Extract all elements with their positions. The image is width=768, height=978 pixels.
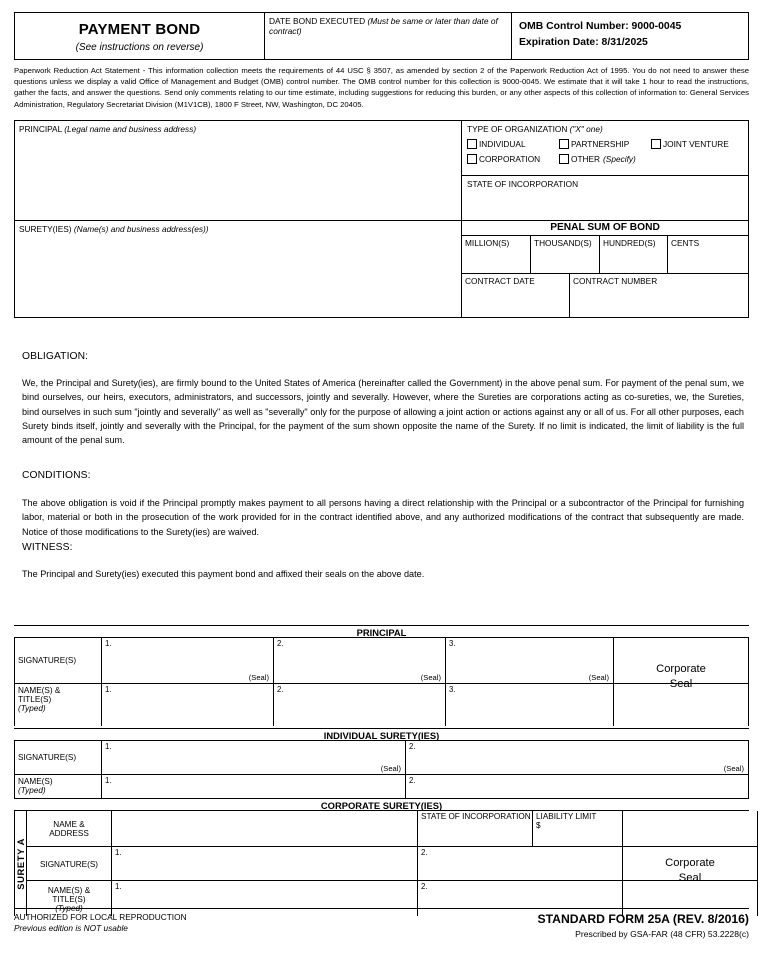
- liability-limit-label: LIABILITY LIMIT: [536, 812, 597, 821]
- penal-hundreds-label: HUNDRED(S): [603, 238, 656, 248]
- item-number: 1.: [105, 776, 112, 785]
- corporate-surety-name-address-label-cell: [27, 811, 112, 846]
- corporate-seal-line-1: Corporate: [665, 856, 715, 869]
- corporate-seal-line-2: Seal: [669, 678, 693, 691]
- individual-surety-table: [14, 728, 749, 807]
- principal-name-title-label-2: TITLE(S): [18, 695, 52, 704]
- individual-surety-signature-label-cell: [14, 741, 102, 774]
- checkbox-other-label: OTHER: [571, 154, 601, 164]
- checkbox-individual-label: INDIVIDUAL: [479, 139, 526, 149]
- individual-surety-signature-1[interactable]: [102, 741, 406, 774]
- seal-marker: (Seal): [380, 764, 401, 773]
- item-number: 2.: [421, 882, 428, 891]
- conditions-heading-wrap: [22, 470, 744, 481]
- principal-name-title-label-1: NAME(S) &: [18, 686, 61, 695]
- state-of-incorporation-label: STATE OF INCORPORATION: [467, 179, 579, 189]
- corporate-surety-body: [14, 811, 749, 916]
- checkbox-box-icon[interactable]: [559, 154, 569, 164]
- contract-date-field[interactable]: [462, 274, 570, 317]
- organization-options-row-1: [467, 139, 748, 149]
- date-bond-executed-hint: (Must be same or later than date of contract): [269, 16, 498, 37]
- principal-name-title-1[interactable]: [102, 684, 274, 726]
- surety-input-area[interactable]: [15, 221, 462, 317]
- date-bond-executed-label: DATE BOND EXECUTED: [269, 16, 366, 26]
- individual-surety-name-hint: (Typed): [18, 786, 46, 795]
- principal-corporate-seal: [614, 663, 749, 726]
- checkbox-partnership-label: PARTNERSHIP: [571, 139, 630, 149]
- penal-sum-column: [462, 221, 748, 317]
- principal-input-area[interactable]: [15, 121, 462, 220]
- corporate-surety-name-address-row: [27, 811, 758, 847]
- form-title-cell: [15, 13, 265, 59]
- penal-cents-label: CENTS: [671, 238, 700, 248]
- previous-edition-text: Previous edition is NOT usable: [14, 923, 128, 934]
- checkbox-other[interactable]: [559, 154, 636, 164]
- standard-form-number: STANDARD FORM 25A (REV. 8/2016): [537, 912, 749, 926]
- omb-control-number: OMB Control Number: 9000-0045: [519, 21, 682, 32]
- checkbox-box-icon[interactable]: [467, 154, 477, 164]
- checkbox-joint-venture[interactable]: [651, 139, 729, 149]
- prescribed-by-text: Prescribed by GSA-FAR (48 CFR) 53.2228(c): [575, 929, 749, 939]
- name-address-label-1: NAME &: [53, 820, 85, 829]
- checkbox-joint-venture-label: JOINT VENTURE: [663, 139, 729, 149]
- footer-left: [14, 912, 187, 939]
- obligation-text: We, the Principal and Surety(ies), are firmly bound to the United States of America (hereinafter called the Government) in the above penal sum. For payment of the penal sum, we bind ourselves, our heirs, executors, administrators, and successors, jointly and severally. However, where the Sureties are corporations acting as co-sureties, we, the Sureties, bind ourselves in such sum "jointly and severally" as well as "severally" only for the purpose of allowing a joint action or actions against any or all of us. For all other purposes, each Surety binds itself, jointly and severally with the Principal, for the payment of the sum shown opposite the name of the Surety. If no limit is indicated, the limit of liability is the full amount of the penal sum.: [22, 378, 744, 446]
- principal-band-title: PRINCIPAL: [14, 625, 749, 638]
- corporate-seal-line-2: Seal: [678, 871, 702, 884]
- corporate-surety-signature-1[interactable]: [112, 847, 418, 880]
- principal-signature-row: [14, 638, 749, 684]
- page-title: PAYMENT BOND: [78, 21, 201, 38]
- principal-signature-table: [14, 625, 749, 726]
- surety-a-vertical-label: [14, 811, 27, 916]
- date-bond-executed-field[interactable]: [265, 13, 512, 59]
- principal-label: PRINCIPAL: [19, 124, 62, 134]
- item-number: 3.: [449, 639, 456, 648]
- liability-limit-currency: $: [536, 821, 541, 830]
- item-number: 2.: [409, 742, 416, 751]
- item-number: 1.: [105, 685, 112, 694]
- penal-sum-columns: [462, 236, 748, 274]
- corporate-surety-rows: [27, 811, 758, 916]
- seal-marker: (Seal): [248, 673, 269, 682]
- item-number: 1.: [115, 848, 122, 857]
- principal-signature-1[interactable]: [102, 638, 274, 683]
- witness-heading: WITNESS:: [22, 542, 73, 553]
- type-of-organization-label: TYPE OF ORGANIZATION: [467, 124, 568, 134]
- principal-name-title-label-cell: [14, 684, 102, 726]
- principal-name-title-2[interactable]: [274, 684, 446, 726]
- corporate-surety-name-address-input[interactable]: [112, 811, 418, 846]
- form-subtitle: (See instructions on reverse): [75, 42, 204, 53]
- penal-hundreds-field[interactable]: [600, 236, 668, 273]
- name-title-hint: (Typed): [55, 903, 83, 913]
- principal-row: [15, 121, 748, 220]
- conditions-text: The above obligation is void if the Principal promptly makes payment to all persons having a direct relationship with the Principal or a subcontractor of the Principal for furnishing labor, material or both in the prosecution of the work provided for in the contract identified above, and any authorized modifications of the contract that subsequently are made. Notice of those modifications to the Surety(ies) are waived.: [22, 498, 744, 537]
- penal-thousands-label: THOUSAND(S): [534, 238, 592, 248]
- checkbox-corporation-label: CORPORATION: [479, 154, 541, 164]
- contract-number-label: CONTRACT NUMBER: [573, 276, 658, 286]
- contract-date-label: CONTRACT DATE: [465, 276, 535, 286]
- checkbox-box-icon[interactable]: [559, 139, 569, 149]
- corporate-surety-band-title: CORPORATE SURETY(IES): [14, 798, 749, 811]
- corporate-surety-state-incorporation[interactable]: [418, 811, 533, 846]
- authorized-reproduction-text: AUTHORIZED FOR LOCAL REPRODUCTION: [14, 912, 187, 922]
- principal-hint: (Legal name and business address): [64, 124, 197, 134]
- principal-name-title-row: [14, 663, 749, 726]
- penal-millions-label: MILLION(S): [465, 238, 510, 248]
- item-number: 2.: [277, 639, 284, 648]
- item-number: 1.: [115, 882, 122, 891]
- form-footer: [14, 908, 749, 939]
- checkbox-individual[interactable]: [467, 139, 559, 149]
- paperwork-reduction-act-statement: Paperwork Reduction Act Statement - This information collection meets the requirements of 44 USC § 3507, as amended by section 2 of the Paperwork Reduction Act of 1995. You do not need to answer these questions unless we display a valid Office of Management and Budget (OMB) control number. The OMB control number for this collection is 9000-0045. We estimate that it will take 1 hour to read the instructions, gather the facts, and answer the questions. Send only comments relating to our time estimate, including suggestions for reducing this burden, or any other aspects of this collection of information to: General Services Administration, Regulatory Secretariat Division (M1V1CB), 1800 F Street, NW, Washington, DC 20405.: [14, 66, 749, 109]
- surety-row: [15, 220, 748, 317]
- corporate-surety-signature-2[interactable]: [418, 847, 623, 880]
- checkbox-other-hint: (Specify): [603, 154, 636, 164]
- contract-number-field[interactable]: [570, 274, 748, 317]
- type-of-organization-box: [462, 121, 748, 176]
- seal-marker: (Seal): [723, 764, 744, 773]
- name-title-label-1: NAME(S) &: [47, 885, 91, 895]
- organization-options-row-2: [467, 154, 748, 164]
- organization-column: [462, 121, 748, 220]
- surety-hint: (Name(s) and business address(es)): [73, 224, 209, 234]
- state-of-incorporation-field[interactable]: [462, 176, 748, 220]
- corporate-surety-signature-label-cell: [27, 847, 112, 880]
- individual-surety-signature-label: SIGNATURE(S): [18, 753, 77, 762]
- corporate-surety-liability-limit[interactable]: [533, 811, 623, 846]
- corporate-surety-table: [14, 798, 749, 916]
- checkbox-corporation[interactable]: [467, 154, 559, 164]
- witness-heading-wrap: [22, 542, 744, 553]
- penal-thousands-field[interactable]: [531, 236, 600, 273]
- seal-marker: (Seal): [588, 673, 609, 682]
- checkbox-partnership[interactable]: [559, 139, 651, 149]
- surety-label: SURETY(IES): [19, 224, 72, 234]
- seal-marker: (Seal): [420, 673, 441, 682]
- principal-signature-3[interactable]: [446, 638, 614, 683]
- checkbox-box-icon[interactable]: [651, 139, 661, 149]
- principal-signature-label: SIGNATURE(S): [18, 656, 77, 665]
- corporate-surety-signature-row: [27, 847, 758, 884]
- item-number: 1.: [105, 639, 112, 648]
- item-number: 2.: [277, 685, 284, 694]
- principal-name-title-3[interactable]: [446, 684, 614, 726]
- individual-surety-name-label: NAME(S): [18, 777, 53, 786]
- witness-text: The Principal and Surety(ies) executed this payment bond and affixed their seals on the above date.: [22, 569, 425, 579]
- obligation-heading-wrap: [22, 351, 744, 362]
- item-number: 2.: [409, 776, 416, 785]
- penal-millions-field[interactable]: [462, 236, 531, 273]
- omb-expiration-date: Expiration Date: 8/31/2025: [519, 36, 648, 48]
- type-of-organization-hint: ("X" one): [569, 124, 603, 134]
- corporate-seal-line-1: Corporate: [656, 663, 706, 675]
- item-number: 3.: [449, 685, 456, 694]
- penal-sum-title: PENAL SUM OF BOND: [462, 221, 748, 236]
- principal-signature-2[interactable]: [274, 638, 446, 683]
- surety-letter-label: SURETY A: [15, 837, 26, 890]
- state-of-incorporation-label: STATE OF INCORPORATION: [421, 812, 531, 821]
- footer-right: [537, 912, 749, 939]
- contract-columns: [462, 274, 748, 317]
- penal-cents-field[interactable]: [668, 236, 748, 273]
- checkbox-box-icon[interactable]: [467, 139, 477, 149]
- name-title-label-2: TITLE(S): [52, 894, 86, 904]
- corporate-surety-signature-label: SIGNATURE(S): [39, 859, 99, 869]
- item-number: 1.: [105, 742, 112, 751]
- conditions-heading: CONDITIONS:: [22, 470, 91, 481]
- principal-signature-label-cell: [14, 638, 102, 683]
- corporate-surety-seal-top: [623, 811, 758, 846]
- name-address-label-2: ADDRESS: [49, 829, 89, 838]
- corporate-surety-seal-middle: [623, 847, 758, 884]
- individual-surety-signature-row: [14, 741, 749, 775]
- obligation-heading: OBLIGATION:: [22, 351, 89, 362]
- item-number: 2.: [421, 848, 428, 857]
- individual-surety-band-title: INDIVIDUAL SURETY(IES): [14, 728, 749, 741]
- form-header-block: [14, 12, 749, 60]
- principal-surety-block: [14, 120, 749, 318]
- omb-cell: [512, 13, 748, 59]
- individual-surety-signature-2[interactable]: [406, 741, 749, 774]
- principal-name-title-hint: (Typed): [18, 704, 46, 713]
